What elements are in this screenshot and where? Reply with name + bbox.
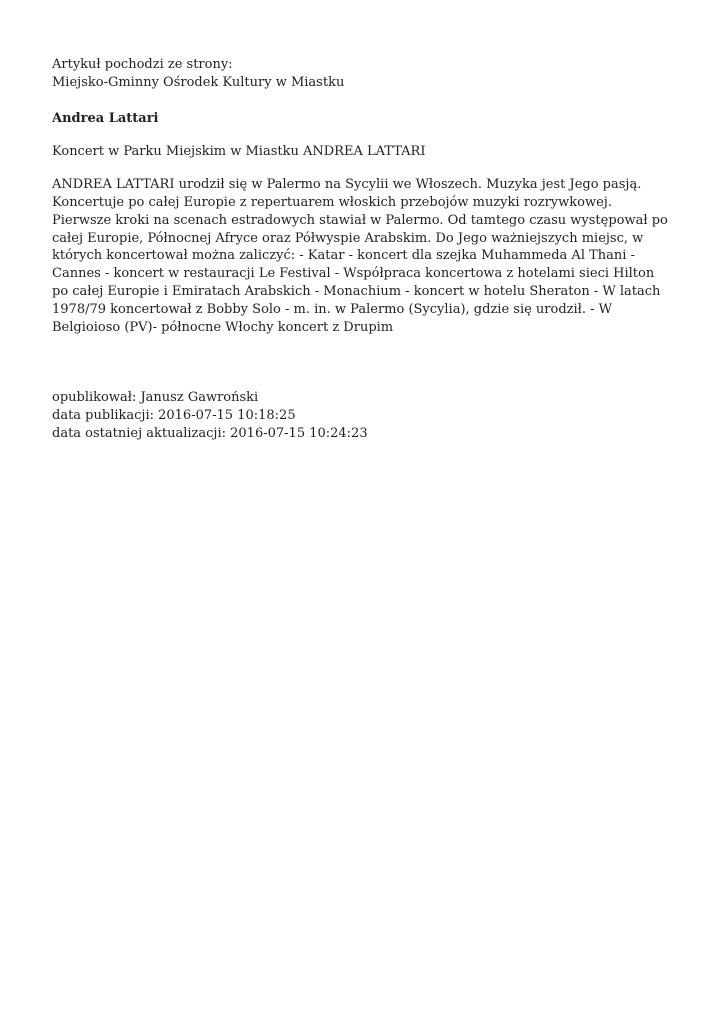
published-date: data publikacji: 2016-07-15 10:18:25: [52, 408, 296, 424]
publication-meta: [52, 389, 672, 442]
source-label: Artykuł pochodzi ze strony:: [52, 57, 233, 72]
source-site-name: Miejsko-Gminny Ośrodek Kultury w Miastku: [52, 74, 345, 90]
article-title: Andrea Lattari: [52, 110, 159, 126]
updated-date: data ostatniej aktualizacji: 2016-07-15 10:24:23: [52, 425, 368, 441]
article-subtitle: Koncert w Parku Miejskim w Miastku ANDREA LATTARI: [52, 144, 426, 160]
article-body: ANDREA LATTARI urodził się w Palermo na Sycylii we Włoszech. Muzyka jest Jego pasją. Koncertuje po całej Europie z repertuarem włoskich przebojów muzyki rozrywkowej. Pierwsze kroki na scenach estradowych stawiał w Palermo. Od tamtego czasu występował po całej Europie, Północnej Afryce oraz Półwyspie Arabskim. Do Jego ważniejszych miejsc, w których koncertował można zaliczyć: - Katar - koncert dla szejka Muhammeda Al Thani - Cannes - koncert w restauracji Le Festival - Współpraca koncertowa z hotelami sieci Hilton po całej Europie i Emiratach Arabskich - Monachium - koncert w hotelu Sheraton - W latach 1978/79 koncertował z Bobby Solo - m. in. w Palermo (Sycylia), gdzie się urodził. - W Belgioioso (PV)- północne Włochy koncert z Drupim: [52, 177, 668, 335]
source-block: [52, 56, 672, 92]
document-page: [52, 56, 672, 443]
author-line: opublikował: Janusz Gawroński: [52, 390, 259, 406]
